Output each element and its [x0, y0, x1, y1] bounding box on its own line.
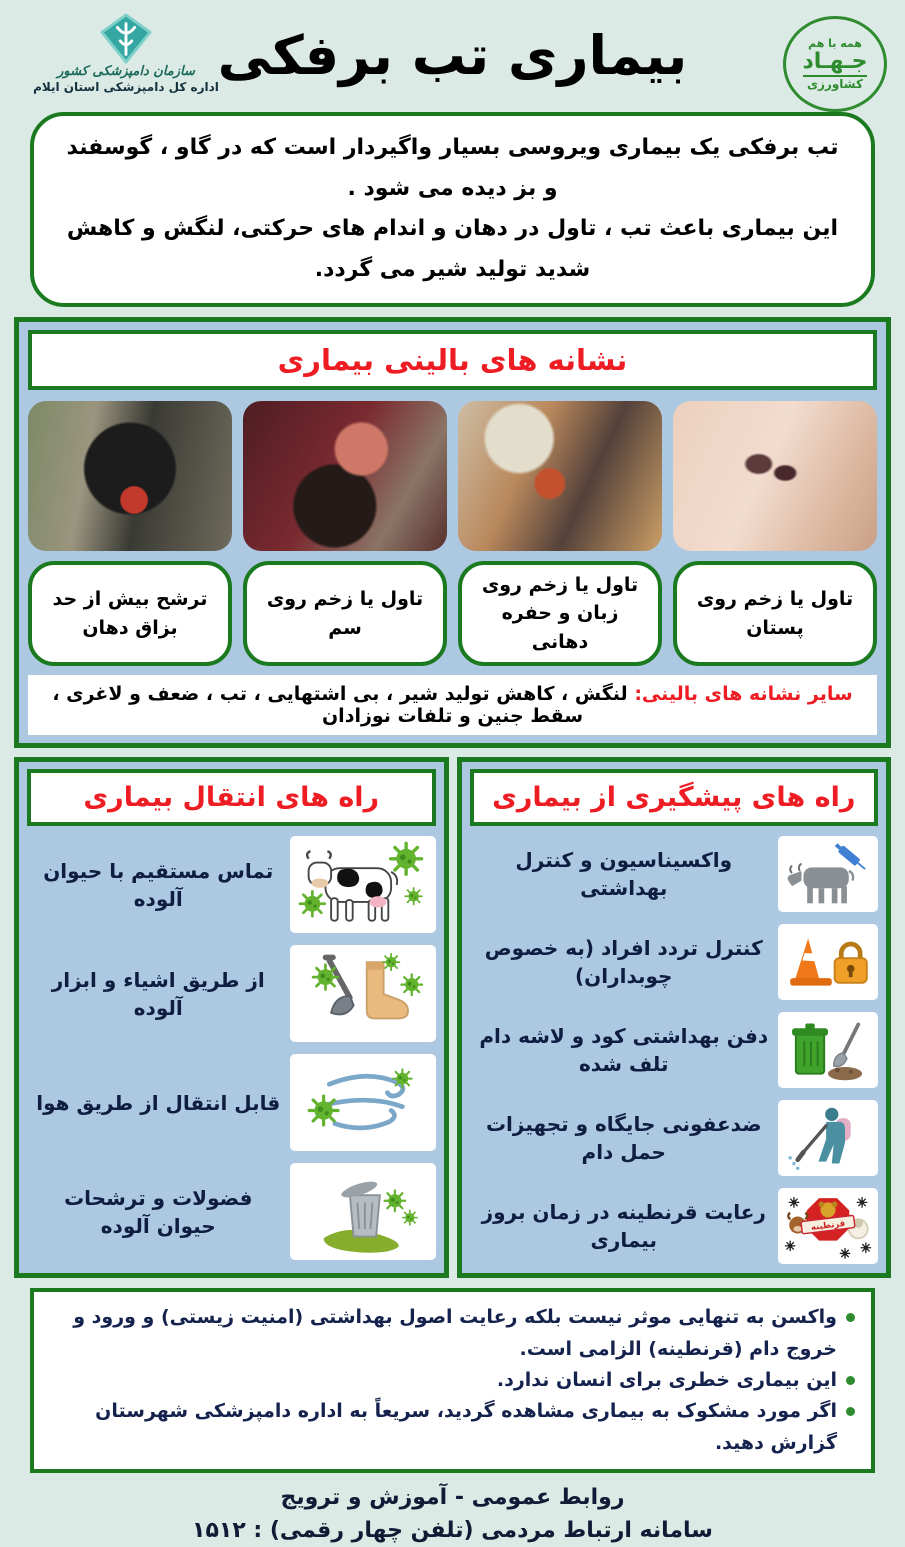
veterinary-emblem-icon — [97, 12, 155, 64]
note-item: این بیماری خطری برای انسان ندارد. — [44, 1365, 857, 1396]
prevention-item-label: واکسیناسیون و کنترل بهداشتی — [515, 848, 733, 901]
caption-udder-text: تاول یا زخم روی پستان — [696, 588, 854, 639]
cow-with-virus-icon — [290, 836, 436, 933]
cow-vaccination-icon — [778, 836, 878, 912]
transmission-title-box — [27, 769, 436, 826]
transmission-item-contaminated-tools — [27, 943, 436, 1044]
caption-salivation — [28, 561, 232, 667]
photo-hoof-lesion — [243, 401, 447, 551]
transmission-item-label: فضولات و ترشحات حیوان آلوده — [64, 1185, 253, 1238]
columns-section — [14, 757, 891, 1278]
intro-line-2: این بیماری باعث تب ، تاول در دهان و اندام های حرکتی، لنگش و کاهش شدید تولید شیر می گردد. — [66, 216, 839, 283]
footer-line-1: روابط عمومی - آموزش و ترویج — [280, 1484, 625, 1510]
vet-office-name: اداره کل دامپزشکی استان ایلام — [33, 80, 219, 94]
prevention-item-label: کنترل تردد افراد (به خصوص چوبداران) — [484, 936, 763, 989]
poster-title: بیماری تب برفکی — [217, 24, 688, 87]
intro-box — [30, 112, 875, 307]
prevention-item-vaccination — [470, 834, 879, 914]
transmission-panel — [14, 757, 449, 1278]
note-item: اگر مورد مشکوک به بیماری مشاهده گردید، سریعاً به اداره دامپزشکی شهرستان گزارش دهید. — [44, 1396, 857, 1459]
other-clinical-signs — [28, 675, 877, 735]
other-signs-text: لنگش ، کاهش تولید شیر ، بی اشتهایی ، تب ، ضعف و لاغری ، سقط جنین و تلفات نوزادان — [52, 683, 628, 728]
sanitary-burial-icon — [778, 1012, 878, 1088]
caption-salivation-text: ترشح بیش از حد بزاق دهان — [52, 588, 208, 639]
jahad-logo-line1: همه با هم — [808, 37, 862, 51]
disinfection-sprayer-icon — [778, 1100, 878, 1176]
jahad-logo-line2: جـهـاد — [803, 50, 868, 76]
transmission-item-direct-contact — [27, 834, 436, 935]
animal-waste-icon — [290, 1163, 436, 1260]
other-signs-label: سایر نشانه های بالینی: — [634, 683, 853, 706]
prevention-item-label: رعایت قرنطینه در زمان بروز بیماری — [481, 1200, 766, 1253]
prevention-item-quarantine — [470, 1186, 879, 1266]
airborne-virus-icon — [290, 1054, 436, 1151]
caption-tongue-text: تاول یا زخم روی زبان و حفره دهانی — [481, 573, 639, 653]
prevention-panel — [457, 757, 892, 1278]
veterinary-org-logo — [26, 12, 226, 94]
access-control-icon — [778, 924, 878, 1000]
transmission-item-airborne — [27, 1052, 436, 1153]
prevention-item-disinfection — [470, 1098, 879, 1178]
caption-udder — [673, 561, 877, 667]
prevention-title-box — [470, 769, 879, 826]
transmission-title: راه های انتقال بیماری — [83, 782, 380, 814]
transmission-item-label: قابل انتقال از طریق هوا — [36, 1090, 281, 1115]
photo-excessive-salivation — [28, 401, 232, 551]
vet-org-name: سازمان دامپزشکی کشور — [57, 64, 195, 79]
transmission-item-label: از طریق اشیاء و ابزار آلوده — [51, 967, 265, 1020]
clinical-signs-title: نشانه های بالینی بیماری — [277, 342, 628, 377]
photo-udder-lesion — [673, 401, 877, 551]
clinical-captions-row — [28, 561, 877, 667]
prevention-item-burial — [470, 1010, 879, 1090]
quarantine-banner-text: قرنطینه — [810, 1219, 846, 1234]
note-item: واکسن به تنهایی موثر نیست بلکه رعایت اصول بهداشتی (امنیت زیستی) و ورود و خروج دام (قرنطینه) الزامی است. — [44, 1302, 857, 1365]
notes-list — [44, 1302, 857, 1459]
clinical-photos-row — [28, 401, 877, 551]
prevention-item-label: دفن بهداشتی کود و لاشه دام تلف شده — [479, 1024, 769, 1077]
clinical-signs-title-box — [28, 330, 877, 390]
contaminated-tools-icon — [290, 945, 436, 1042]
caption-hoof-text: تاول یا زخم روی سم — [266, 588, 424, 639]
caption-hoof — [243, 561, 447, 667]
transmission-item-waste — [27, 1161, 436, 1262]
prevention-item-access-control — [470, 922, 879, 1002]
footer — [0, 1481, 905, 1547]
clinical-signs-panel — [14, 317, 891, 749]
quarantine-sign-icon — [778, 1188, 878, 1264]
caption-tongue — [458, 561, 662, 667]
prevention-item-label: ضدعفونی جایگاه و تجهیزات حمل دام — [485, 1112, 762, 1165]
header — [0, 6, 905, 110]
photo-tongue-lesion — [458, 401, 662, 551]
footer-line-2: سامانه ارتباط مردمی (تلفن چهار رقمی) : ۱۵۱۲ — [192, 1517, 713, 1543]
notes-box — [30, 1288, 875, 1473]
prevention-title: راه های پیشگیری از بیماری — [492, 782, 856, 814]
intro-line-1: تب برفکی یک بیماری ویروسی بسیار واگیردار است که در گاو ، گوسفند و بز دیده می شود . — [66, 135, 839, 201]
jahad-logo-line3: کشاورزی — [807, 76, 863, 91]
jahad-agriculture-logo — [783, 16, 887, 112]
transmission-item-label: تماس مستقیم با حیوان آلوده — [43, 858, 274, 911]
